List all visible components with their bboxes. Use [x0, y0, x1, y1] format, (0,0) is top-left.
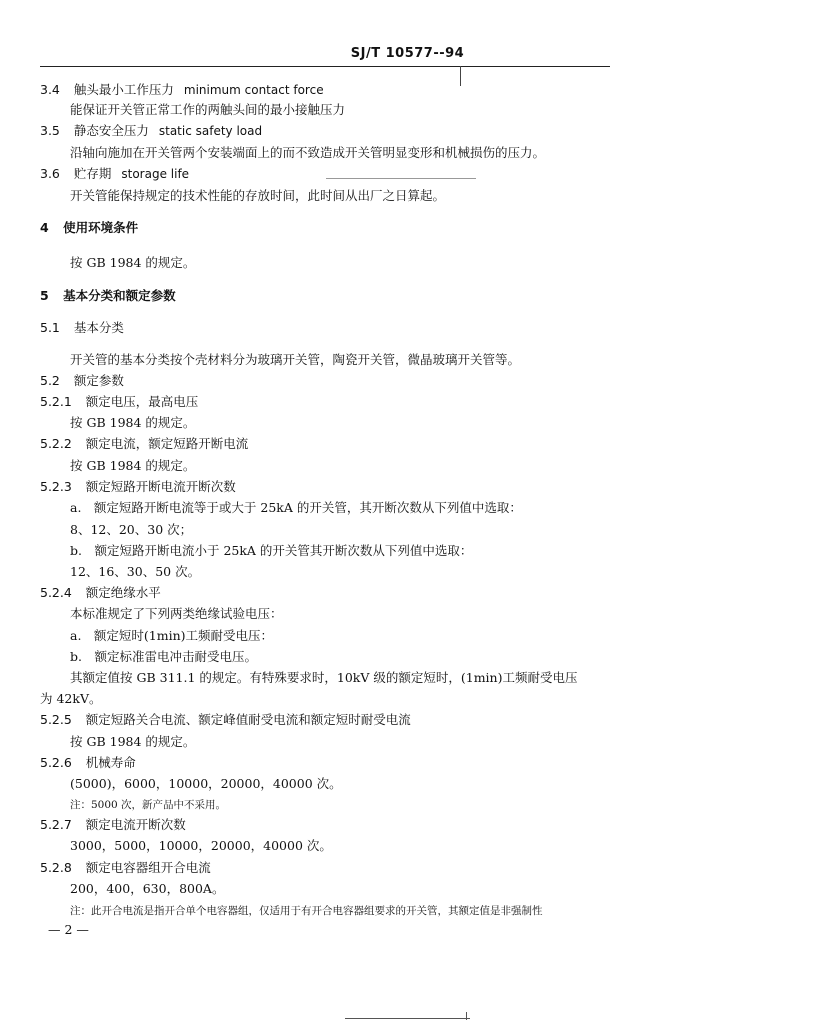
clause-number: 5.2.5 [40, 712, 72, 727]
clause-number: 5.1 [40, 320, 60, 335]
clause-5-2-6-note: 注：5000 次，新产品中不采用。 [70, 799, 227, 811]
scan-footer-line [345, 1018, 470, 1019]
clause-5-2-3-heading [40, 479, 236, 495]
clause-5-2-4-item-b: b. 额定标准雷电冲击耐受电压。 [70, 649, 257, 664]
clause-title: 额定电流开断次数 [85, 817, 186, 832]
clause-5-2-6-heading [40, 755, 136, 771]
clause-5-2-3-values-b: 12、16、30、50 次。 [70, 564, 201, 579]
clause-title: 基本分类 [73, 320, 124, 335]
clause-number: 5.2.8 [40, 860, 72, 875]
clause-number: 3.6 [40, 166, 60, 181]
clause-5-2-6-values: (5000)，6000，10000，20000，40000 次。 [70, 776, 342, 791]
clause-3-6-heading [40, 166, 189, 182]
section-4-text: 按 GB 1984 的规定。 [70, 255, 196, 270]
clause-title: 贮存期 [73, 166, 112, 181]
clause-5-2-4-note: 其额定值按 GB 311.1 的规定。有特殊要求时，10kV 级的额定短时，(1min)工频耐受电压 [70, 670, 578, 685]
header-rule [40, 66, 610, 67]
clause-title-en: static safety load [158, 124, 263, 138]
clause-5-2-4-text: 本标准规定了下列两类绝缘试验电压： [70, 606, 283, 621]
clause-title: 额定短路开断电流开断次数 [85, 479, 236, 494]
clause-5-2-3-values-a: 8、12、20、30 次； [70, 522, 193, 537]
clause-5-2-5-text: 按 GB 1984 的规定。 [70, 734, 196, 749]
clause-5-2-4-note-cont: 为 42kV。 [40, 691, 102, 706]
clause-title-en: storage life [121, 167, 190, 181]
clause-5-2-4-heading [40, 585, 161, 601]
clause-number: 5.2.3 [40, 479, 72, 494]
section-5-heading [40, 288, 176, 304]
clause-5-2-5-heading [40, 712, 411, 728]
clause-number: 5.2.4 [40, 585, 72, 600]
clause-title: 静态安全压力 [73, 123, 149, 138]
clause-number: 5.2.7 [40, 817, 72, 832]
clause-5-2-8-note: 注：此开合电流是指开合单个电容器组，仅适用于有开合电容器组要求的开关管，其额定值是非强制性 [70, 905, 543, 917]
clause-3-6-text: 开关管能保持规定的技术性能的存放时间，此时间从出厂之日算起。 [70, 188, 446, 203]
clause-number: 5.2.6 [40, 755, 72, 770]
clause-title: 触头最小工作压力 [73, 82, 174, 97]
clause-5-2-3-item-b: b. 额定短路开断电流小于 25kA 的开关管其开断次数从下列值中选取： [70, 543, 473, 558]
clause-5-2-3-item-a: a. 额定短路开断电流等于或大于 25kA 的开关管，其开断次数从下列值中选取： [70, 500, 522, 515]
document-code-header: SJ/T 10577--94 [350, 46, 465, 61]
section-title: 使用环境条件 [63, 220, 139, 235]
clause-number: 3.4 [40, 82, 60, 97]
clause-5-2-1-text: 按 GB 1984 的规定。 [70, 415, 196, 430]
clause-title: 额定绝缘水平 [85, 585, 161, 600]
clause-5-2-heading [40, 373, 124, 389]
clause-number: 3.5 [40, 123, 60, 138]
clause-5-2-7-values: 3000，5000，10000，20000，40000 次。 [70, 838, 332, 853]
clause-5-2-7-heading [40, 817, 186, 833]
clause-5-2-8-values: 200，400，630，800A。 [70, 881, 225, 896]
clause-title: 额定电压，最高电压 [85, 394, 199, 409]
clause-3-5-heading [40, 123, 262, 139]
clause-title-en: minimum contact force [183, 83, 324, 97]
page-number: — 2 — [48, 922, 89, 937]
clause-5-2-4-item-a: a. 额定短时(1min)工频耐受电压： [70, 628, 274, 643]
clause-3-5-text: 沿轴向施加在开关管两个安装端面上的而不致造成开关管明显变形和机械损伤的压力。 [70, 145, 546, 160]
clause-title: 额定电流，额定短路开断电流 [85, 436, 249, 451]
clause-3-4-text: 能保证开关管正常工作的两触头间的最小接触压力 [70, 102, 346, 117]
clause-title: 额定参数 [73, 373, 124, 388]
clause-number: 5.2.1 [40, 394, 72, 409]
clause-number: 5.2 [40, 373, 60, 388]
header-tick-mark [460, 66, 461, 86]
clause-5-2-1-heading [40, 394, 198, 410]
section-number: 5 [40, 288, 49, 303]
clause-3-4-heading [40, 82, 324, 98]
clause-5-1-text: 开关管的基本分类按个壳材料分为玻璃开关管，陶瓷开关管，微晶玻璃开关管等。 [70, 352, 521, 367]
scan-footer-tick [466, 1012, 467, 1020]
clause-number: 5.2.2 [40, 436, 72, 451]
clause-5-2-2-heading [40, 436, 248, 452]
section-4-heading [40, 220, 138, 236]
clause-title: 额定短路关合电流、额定峰值耐受电流和额定短时耐受电流 [85, 712, 411, 727]
clause-5-2-2-text: 按 GB 1984 的规定。 [70, 458, 196, 473]
clause-5-1-heading [40, 320, 124, 336]
section-number: 4 [40, 220, 49, 235]
clause-title: 机械寿命 [85, 755, 136, 770]
section-title: 基本分类和额定参数 [63, 288, 176, 303]
clause-title: 额定电容器组开合电流 [85, 860, 211, 875]
clause-5-2-8-heading [40, 860, 211, 876]
scan-artifact-box [326, 178, 476, 201]
